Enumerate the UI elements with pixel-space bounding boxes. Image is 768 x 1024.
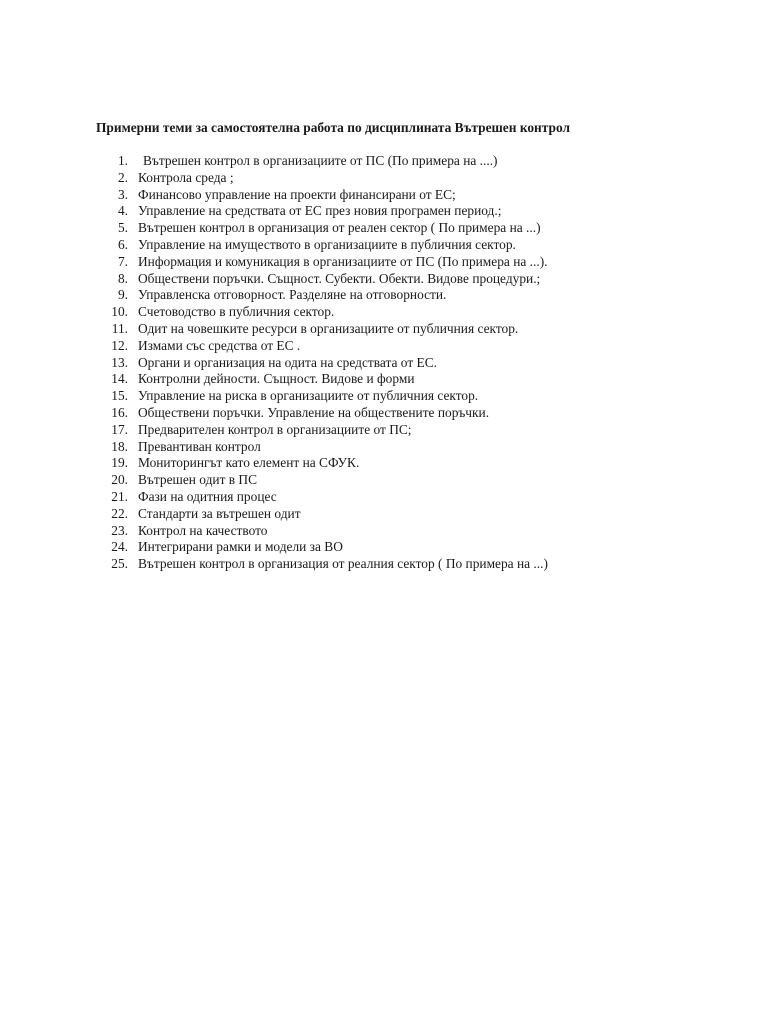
list-item-text: Предварителен контрол в организациите от ПС;	[138, 421, 412, 437]
list-item-number: 5.	[117, 220, 128, 236]
list-item-number: 17.	[111, 421, 128, 437]
list-item	[0, 153, 768, 170]
list-item	[0, 187, 768, 204]
list-item-text: Обществени поръчки. Управление на обществените поръчки.	[138, 404, 490, 420]
list-item-text: Измами със средства от ЕС .	[138, 337, 301, 353]
list-item-number: 4.	[117, 203, 128, 219]
list-item-text: Вътрешен контрол в организация от реален сектор ( По примера на ...)	[138, 220, 541, 236]
list-item	[0, 254, 768, 271]
list-item-text: Стандарти за вътрешен одит	[138, 505, 301, 521]
list-item-number: 15.	[111, 388, 128, 404]
list-item-number: 13.	[111, 354, 128, 370]
list-item-number: 19.	[111, 455, 128, 471]
list-item-number: 1.	[117, 153, 128, 168]
page-title: Примерни теми за самостоятелна работа по дисциплината Вътрешен контрол	[96, 120, 570, 135]
list-item-text: Мониторингът като елемент на СФУК.	[138, 455, 360, 471]
list-item	[0, 170, 768, 187]
list-item-text: Интегрирани рамки и модели за ВО	[138, 539, 343, 555]
list-item-number: 21.	[111, 488, 128, 504]
list-item-text: Счетоводство в публичния сектор.	[138, 304, 335, 320]
list-item	[0, 304, 768, 321]
list-item-text: Управление на средствата от ЕС през новия програмен период.;	[138, 203, 502, 219]
list-item-text: Управление на риска в организациите от публичния сектор.	[138, 388, 479, 404]
list-item	[0, 539, 768, 556]
list-item-number: 3.	[117, 186, 128, 202]
list-item-number: 11.	[111, 320, 128, 336]
list-item-number: 7.	[117, 253, 128, 269]
list-item-text: Одит на човешките ресурси в организациите от публичния сектор.	[138, 320, 519, 336]
list-item	[0, 371, 768, 388]
list-item-text: Управленска отговорност. Разделяне на отговорности.	[138, 287, 447, 303]
list-item-number: 22.	[111, 505, 128, 521]
list-item-number: 18.	[111, 438, 128, 454]
list-item-number: 20.	[111, 472, 128, 488]
list-item-number: 25.	[111, 556, 128, 572]
list-item	[0, 338, 768, 355]
list-item	[0, 489, 768, 506]
list-item-text: Превантиван контрол	[138, 438, 261, 454]
list-item-text: Контролни дейности. Същност. Видове и форми	[138, 371, 415, 387]
list-item	[0, 455, 768, 472]
list-item	[0, 203, 768, 220]
list-item-text: Контрола среда ;	[138, 169, 234, 185]
list-item-text: Вътрешен одит в ПС	[138, 472, 258, 488]
list-item-text: Органи и организация на одита на средствата от ЕС.	[138, 354, 437, 370]
list-item-text: Информация и комуникация в организациите от ПС (По примера на ...).	[138, 253, 548, 269]
list-item-number: 23.	[111, 522, 128, 538]
list-item-number: 24.	[111, 539, 128, 555]
list-item-text: Обществени поръчки. Същност. Субекти. Обекти. Видове процедури.;	[138, 270, 541, 286]
list-item-text: Фази на одитния процес	[138, 488, 277, 504]
list-item	[0, 237, 768, 254]
list-item-text: Контрол на качеството	[138, 522, 268, 538]
list-item-text: Финансово управление на проекти финансирани от ЕС;	[138, 186, 456, 202]
list-item	[0, 472, 768, 489]
list-item-number: 6.	[117, 236, 128, 252]
list-item	[0, 271, 768, 288]
list-item	[0, 439, 768, 456]
topic-list	[0, 153, 768, 573]
list-item	[0, 422, 768, 439]
list-item-number: 12.	[111, 337, 128, 353]
list-item	[0, 220, 768, 237]
list-item-text: Вътрешен контрол в организация от реалния сектор ( По примера на ...)	[138, 556, 548, 572]
list-item	[0, 388, 768, 405]
list-item-text: Вътрешен контрол в организациите от ПС (По примера на ....)	[143, 153, 498, 168]
list-item-number: 14.	[111, 371, 128, 387]
list-item-number: 8.	[117, 270, 128, 286]
list-item	[0, 506, 768, 523]
list-item	[0, 523, 768, 540]
list-item	[0, 405, 768, 422]
list-item	[0, 556, 768, 573]
list-item	[0, 321, 768, 338]
list-item-text: Управление на имуществото в организациите в публичния сектор.	[138, 236, 516, 252]
list-item-number: 10.	[111, 304, 128, 320]
list-item-number: 2.	[117, 169, 128, 185]
list-item-number: 9.	[117, 287, 128, 303]
list-item	[0, 287, 768, 304]
list-item-number: 16.	[111, 404, 128, 420]
list-item	[0, 355, 768, 372]
